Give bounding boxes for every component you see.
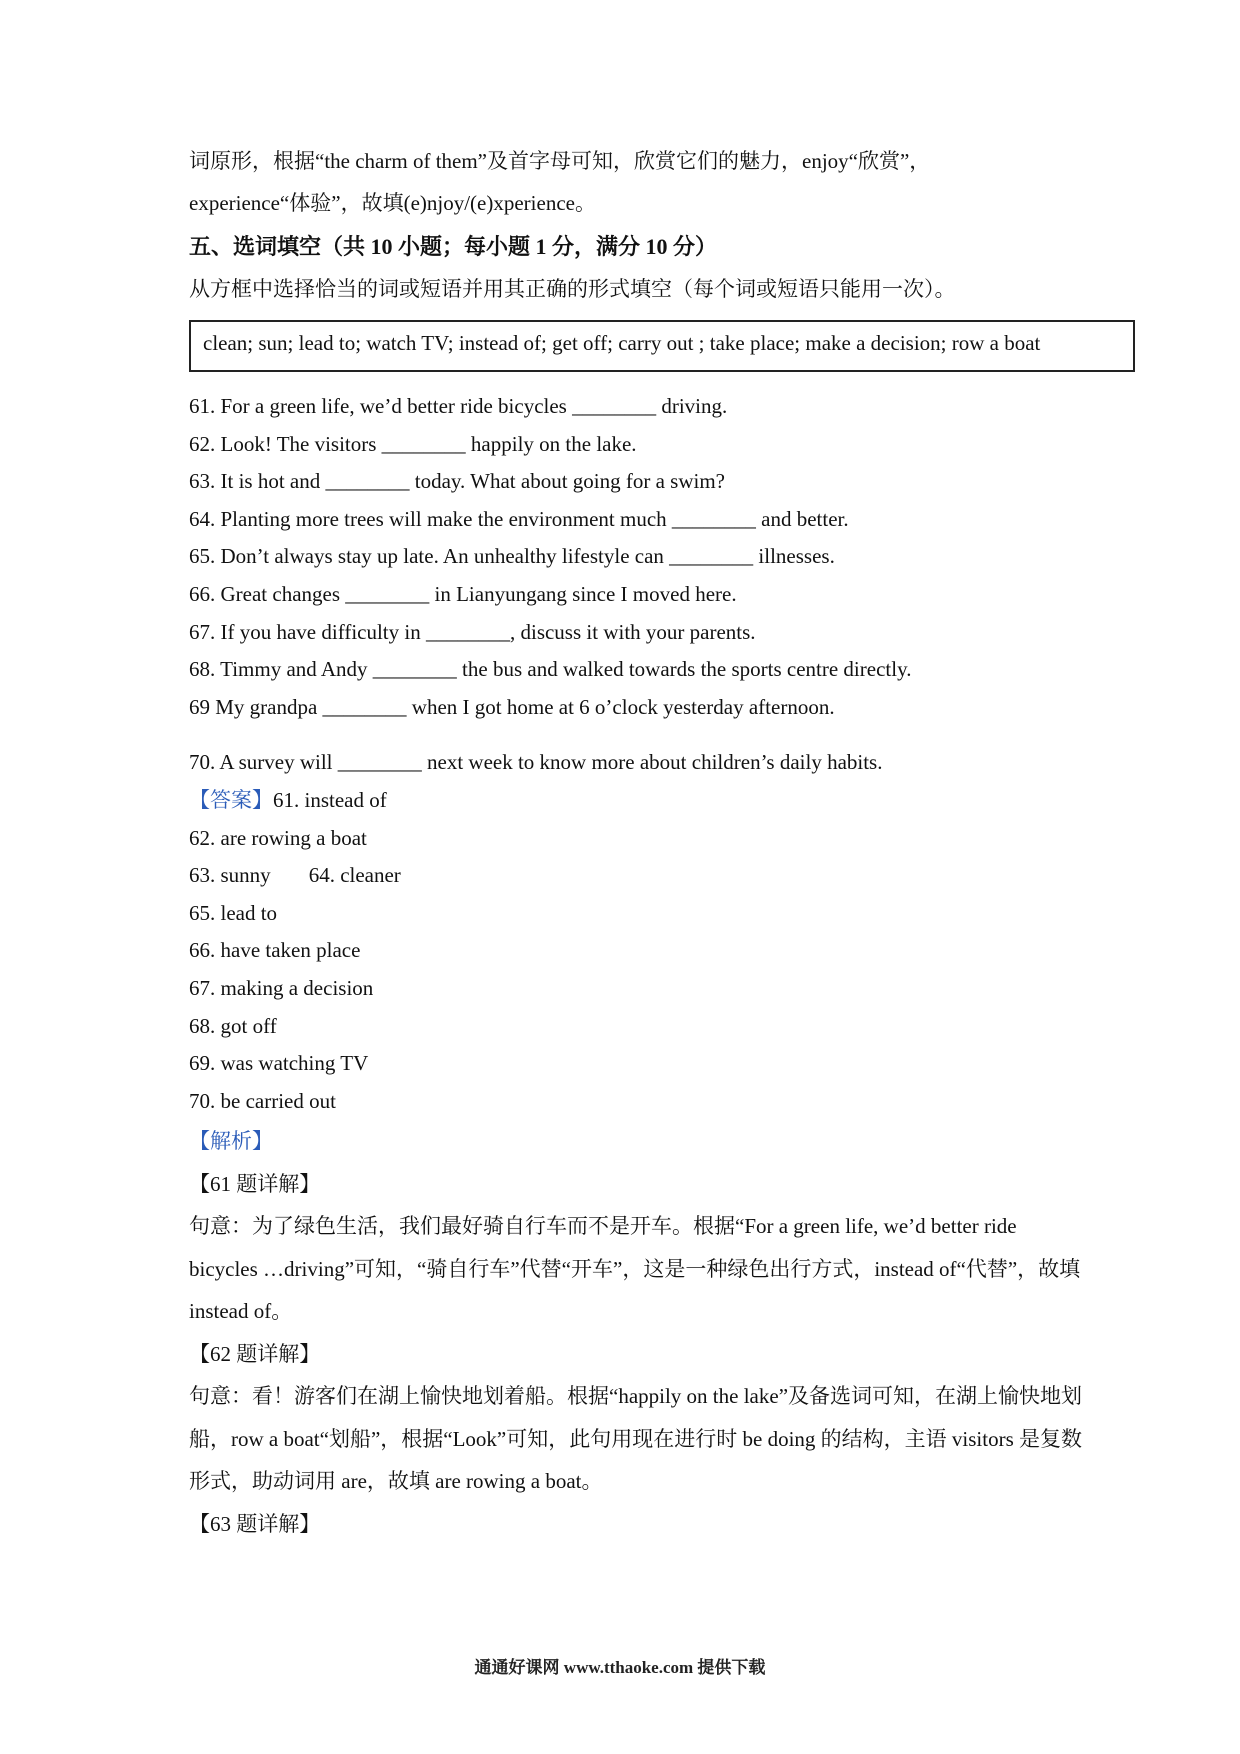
analysis-61-title: 【61 题详解】	[189, 1171, 321, 1196]
question-65: 65. Don’t always stay up late. An unhealthy lifestyle can ________ illnesses.	[189, 544, 835, 569]
word-bank-text: clean; sun; lead to; watch TV; instead of; get off; carry out ; take place; make a decision; row a boat	[203, 331, 1041, 355]
question-69: 69 My grandpa ________ when I got home at 6 o’clock yesterday afternoon.	[189, 694, 835, 719]
answer-61: 61. instead of	[273, 787, 387, 812]
section-heading: 五、选词填空（共 10 小题；每小题 1 分，满分 10 分）	[189, 234, 718, 259]
analysis-62-title: 【62 题详解】	[189, 1341, 321, 1366]
word-bank-box	[189, 320, 1135, 372]
answer-69: 69. was watching TV	[189, 1051, 369, 1076]
intro-line-1: 词原形，根据“the charm of them”及首字母可知，欣赏它们的魅力，enjoy“欣赏”，	[189, 149, 931, 173]
analysis-62-text: 句意：看！游客们在湖上愉快地划着船。根据“happily on the lake”及备选词可知，在湖上愉快地划船，row a boat“划船”，根据“Look”可知，此句用现在进行时 be doing 的结构，主语 visitors 是复数形式，助动词用 are，故填 are rowing a boat。	[189, 1384, 1083, 1494]
analysis-tag: 【解析】	[189, 1129, 273, 1154]
question-66: 66. Great changes ________ in Lianyungang since I moved here.	[189, 581, 737, 606]
answer-block	[189, 782, 1139, 1120]
question-67: 67. If you have difficulty in ________, discuss it with your parents.	[189, 619, 756, 644]
question-61: 61. For a green life, we’d better ride bicycles ________ driving.	[189, 394, 728, 418]
question-64: 64. Planting more trees will make the environment much ________ and better.	[189, 506, 849, 531]
question-68: 68. Timmy and Andy ________ the bus and walked towards the sports centre directly.	[189, 657, 912, 682]
analysis-61-text: 句意：为了绿色生活，我们最好骑自行车而不是开车。根据“For a green life, we’d better ride bicycles …driving”可知，“骑自行车”代替“开车”，这是一种绿色出行方式，instead of“代替”，故填 instead of。	[189, 1214, 1081, 1324]
answer-line-63-64	[189, 857, 1139, 895]
analysis-63-title: 【63 题详解】	[189, 1511, 321, 1536]
answer-65: 65. lead to	[189, 900, 278, 925]
page-footer: 通通好课网 www.tthaoke.com 提供下载	[474, 1658, 766, 1677]
intro-line-2: experience“体验”，故填(e)njoy/(e)xperience。	[189, 191, 596, 215]
question-70: 70. A survey will ________ next week to know more about children’s daily habits.	[189, 750, 883, 775]
answer-62: 62. are rowing a boat	[189, 825, 367, 850]
analysis-block	[189, 1120, 1139, 1545]
answer-line-61	[189, 782, 1139, 820]
document-page	[189, 140, 1139, 1545]
answer-64: 64. cleaner	[308, 863, 401, 888]
answer-66: 66. have taken place	[189, 938, 361, 963]
question-list	[189, 388, 1139, 782]
answer-63: 63. sunny	[189, 863, 271, 888]
answer-67: 67. making a decision	[189, 975, 374, 1000]
answer-70: 70. be carried out	[189, 1088, 336, 1113]
section-instruction: 从方框中选择恰当的词或短语并用其正确的形式填空（每个词或短语只能用一次）。	[189, 277, 956, 301]
question-63: 63. It is hot and ________ today. What about going for a swim?	[189, 469, 726, 494]
answer-68: 68. got off	[189, 1013, 277, 1038]
question-62: 62. Look! The visitors ________ happily on the lake.	[189, 431, 637, 456]
answer-tag: 【答案】	[189, 787, 273, 812]
